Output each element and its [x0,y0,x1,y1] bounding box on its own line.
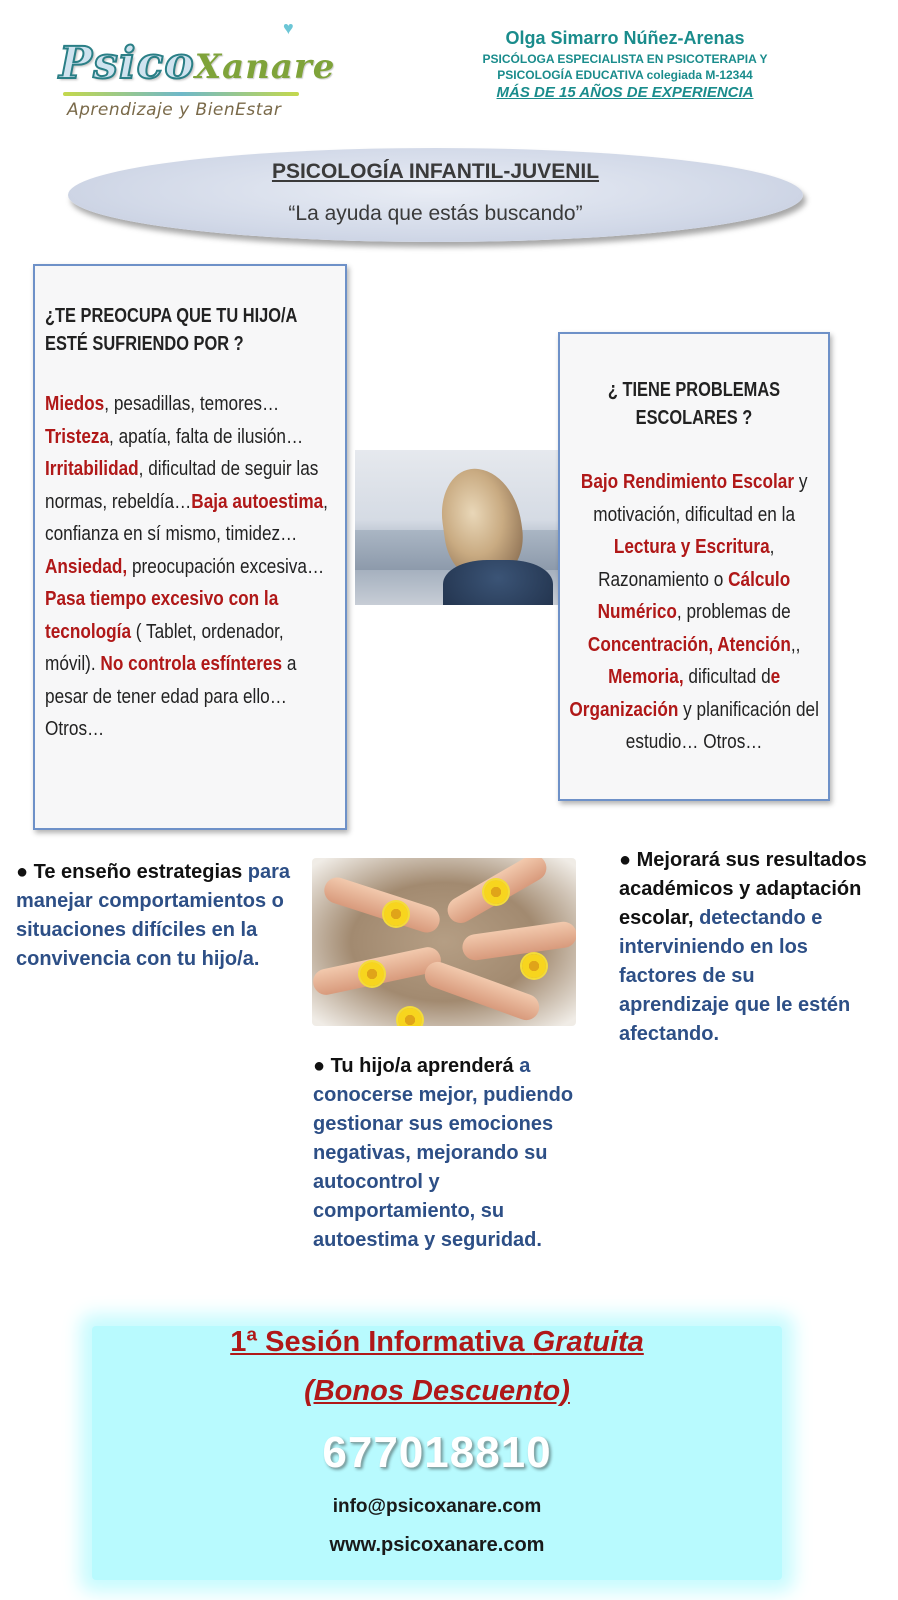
body-fragment: ,, [790,633,801,656]
website-link[interactable]: www.psicoxanare.com [329,1534,545,1556]
logo-wordmark [59,38,335,89]
bullet-strategies [16,858,301,974]
highlight-term: Concentración, Atención [587,633,791,656]
bullet-results-lead: ● Mejorará sus resultados académicos y adaptación escolar, [619,849,867,929]
hands-flowers-photo [312,858,576,1026]
bullet-results [619,846,869,1049]
banner-title: PSICOLOGÍA INFANTIL-JUVENIL [271,160,600,183]
bullet-strategies-lead: ● Te enseño estrategias [16,861,248,883]
flower-icon [398,1008,422,1026]
bullet-learning-body: a conocerse mejor, pudiendo gestionar sus emociones negativas, mejorando su autocontrol y comportamiento, su autoestima y seguridad. [313,1055,574,1251]
highlight-term: e Organización [569,666,781,721]
body-fragment: , dificultad de seguir las normas, rebeldía… [45,458,319,513]
contact-footer [92,1326,782,1580]
logo-divider [63,92,299,96]
experience-line: MÁS DE 15 AÑOS DE EXPERIENCIA [496,84,754,101]
body-fragment: a pesar de tener edad para ello…Otros… [45,653,297,740]
worries-question-line-1: ¿TE PREOCUPA QUE TU HIJO/A [45,305,298,327]
highlight-term: Pasa tiempo excesivo con la tecnología [45,588,279,643]
banner-subtitle: “La ayuda que estás buscando” [288,202,583,225]
body-fragment: ( Tablet, ordenador, móvil). [45,620,284,675]
worries-question-line-2: ESTÉ SUFRIENDO POR ? [45,333,244,355]
highlight-term: Lectura y Escritura [613,536,770,558]
body-fragment: , confianza en sí mismo, timidez… [45,490,328,545]
free-session-text: 1ª Sesión Informativa [230,1326,533,1358]
logo-tagline: Aprendizaje y BienEstar [67,100,282,120]
school-problems-box [558,332,830,801]
free-session-gratuita: Gratuita [532,1326,644,1358]
worries-list [45,388,334,746]
title-banner [68,148,803,242]
body-fragment: , problemas de [676,601,791,623]
flower-icon [522,954,546,978]
bullet-strategies-body: para manejar comportamientos o situaciones difíciles en la convivencia con tu hijo/a. [16,861,291,970]
flower-icon [484,880,508,904]
highlight-term: Bajo Rendimiento Escolar [580,471,794,493]
highlight-term: Memoria, [607,666,684,688]
highlight-term: Baja autoestima [191,490,324,513]
body-fragment: , Razonamiento o [597,536,775,591]
specialty-line-1: PSICÓLOGA ESPECIALISTA EN PSICOTERAPIA Y [482,52,768,66]
highlight-term: No controla esfínteres [100,653,283,675]
logo-xanare-text: Xanare [194,47,336,87]
bullet-results-body: detectando e interviniendo en los factores de su aprendizaje que le estén afectando. [619,907,851,1045]
photo-hand [461,920,576,962]
email-link[interactable]: info@psicoxanare.com [332,1496,542,1517]
highlight-term: Miedos [45,393,105,415]
highlight-term: Irritabilidad [45,458,139,480]
bullet-learning [313,1052,598,1255]
psychologist-header [420,28,830,103]
body-fragment: dificultad d [683,666,771,688]
highlight-term: Tristeza [45,425,110,448]
highlight-term: Ansiedad, [45,555,128,578]
body-fragment: y motivación, dificultad en la [593,471,808,526]
school-problems-list [568,466,819,759]
girl-photo [355,450,558,605]
flower-icon [384,902,408,926]
heart-icon: ♥ [283,18,294,38]
discount-vouchers: (Bonos Descuento) [304,1375,570,1407]
flower-icon [360,962,384,986]
body-fragment: , apatía, falta de ilusión… [109,425,304,448]
bullet-learning-lead: ● Tu hijo/a aprenderá [313,1055,520,1077]
school-question-line-2: ESCOLARES ? [635,407,753,429]
photo-jacket [443,560,553,605]
body-fragment: preocupación excesiva… [127,555,325,578]
logo-psico-text: Psico [59,38,195,89]
phone-number[interactable]: 677018810 [322,1428,552,1477]
psychologist-name: Olga Simarro Núñez-Arenas [505,28,745,48]
body-fragment: , pesadillas, temores… [104,393,280,415]
body-fragment: y planificación del estudio… Otros… [625,698,819,753]
free-session-line [92,1326,782,1359]
specialty-line-2: PSICOLOGÍA EDUCATIVA colegiada M-12344 [497,68,753,82]
psicoxanare-logo [55,18,336,138]
photo-hand [321,874,443,936]
highlight-term: Cálculo Numérico [597,568,791,623]
worries-box [33,264,347,830]
school-question-line-1: ¿ TIENE PROBLEMAS [607,379,781,401]
